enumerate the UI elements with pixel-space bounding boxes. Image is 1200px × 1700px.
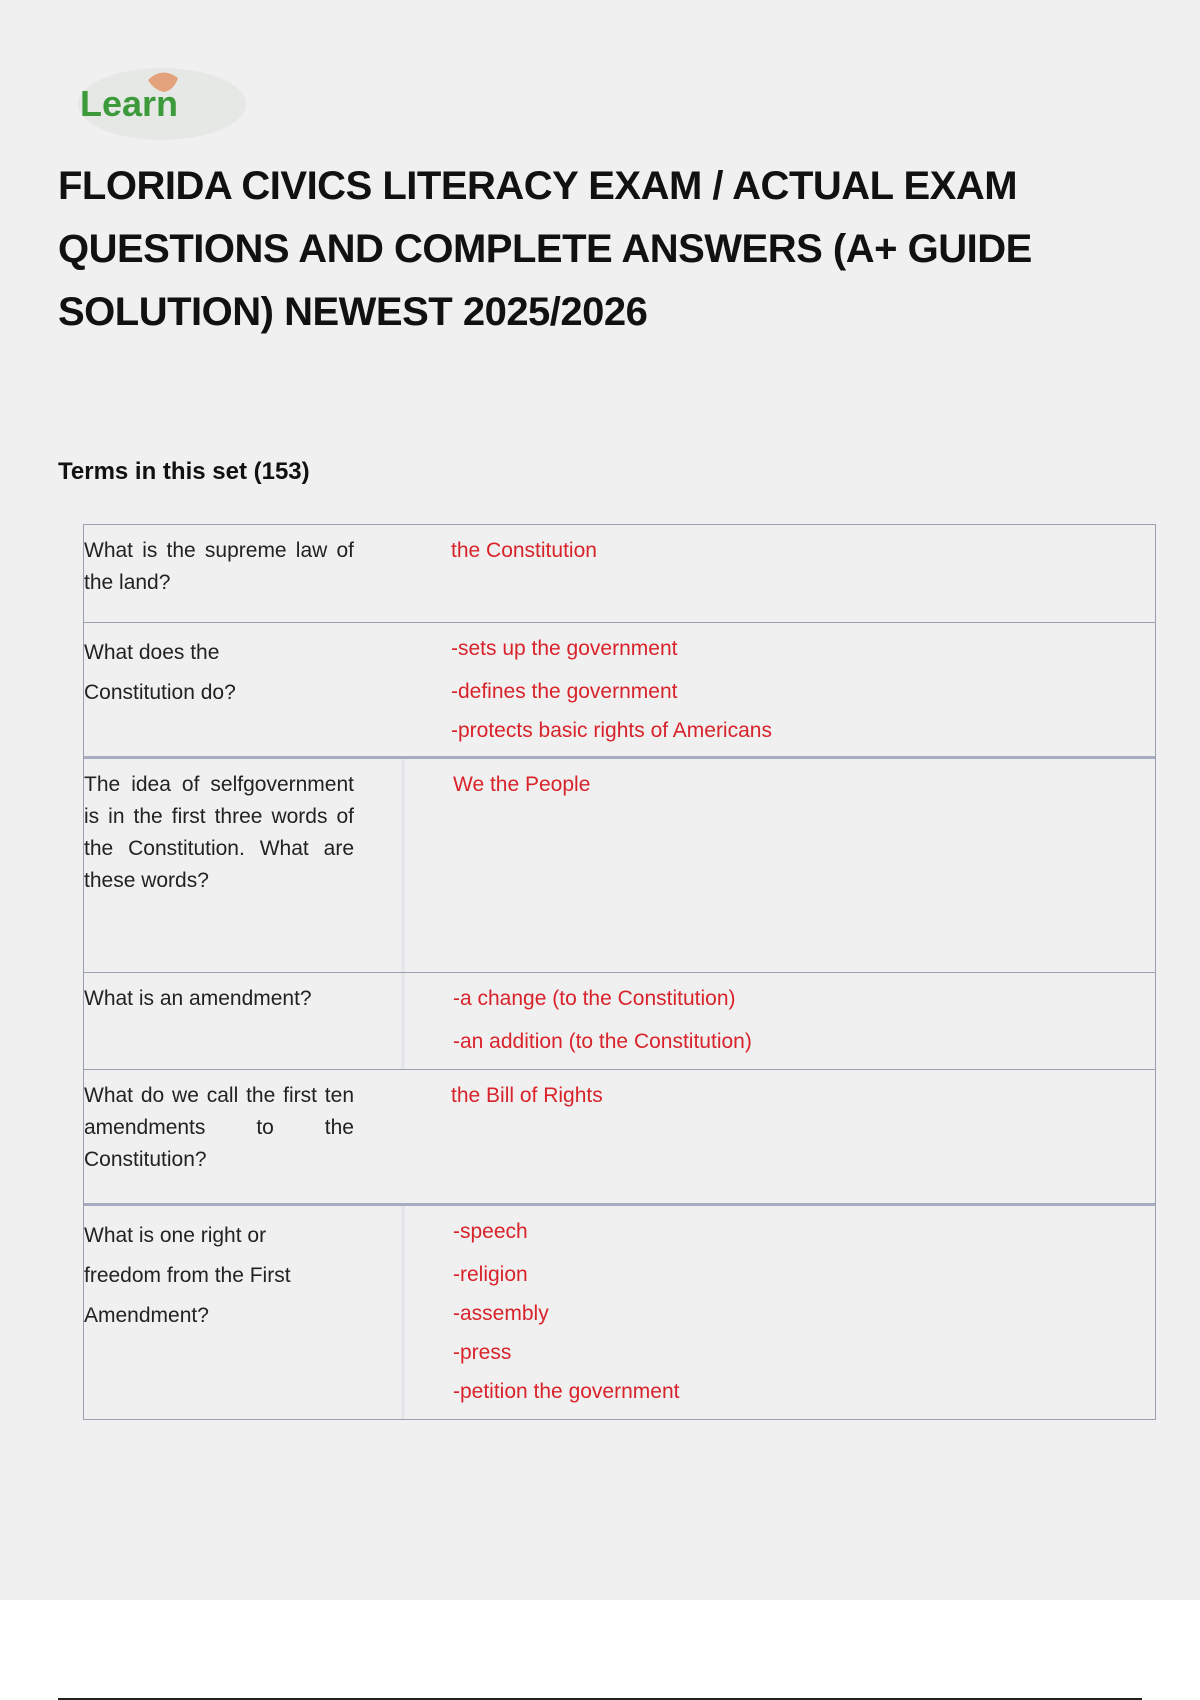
term-question: What do we call the first ten amendments to the Constitution? (84, 1084, 354, 1171)
term-question: What is the supreme law of the land? (84, 539, 354, 594)
term-answer: the Bill of Rights (451, 1084, 603, 1107)
table-row (84, 759, 1155, 973)
learn-logo-text: Learn (80, 83, 179, 124)
table-row (84, 525, 1155, 623)
table-row (84, 623, 1155, 759)
term-answer: -speech -religion -assembly -press -petition the government (453, 1220, 680, 1403)
term-answer: We the People (453, 773, 591, 796)
term-question: The idea of selfgovernment is in the first three words of the Constitution. What are these words? (84, 759, 405, 972)
term-answer: -sets up the government -defines the government -protects basic rights of Americans (451, 637, 772, 742)
learn-logo (74, 62, 250, 142)
terms-count-heading: Terms in this set (153) (58, 458, 310, 485)
table-row (84, 1070, 1155, 1206)
terms-table (83, 524, 1156, 1420)
term-answer: the Constitution (451, 539, 597, 562)
document-title: FLORIDA CIVICS LITERACY EXAM / ACTUAL EXAM QUESTIONS AND COMPLETE ANSWERS (A+ GUIDE SOLUTION) NEWEST 2025/2026 (58, 164, 1032, 334)
table-row (84, 1206, 1155, 1420)
table-row (84, 973, 1155, 1070)
term-question: What is an amendment? (84, 973, 405, 1069)
term-question: What does the Constitution do? (84, 641, 236, 704)
term-answer: -a change (to the Constitution) -an addition (to the Constitution) (453, 987, 752, 1053)
term-question: What is one right or freedom from the First Amendment? (84, 1206, 405, 1419)
